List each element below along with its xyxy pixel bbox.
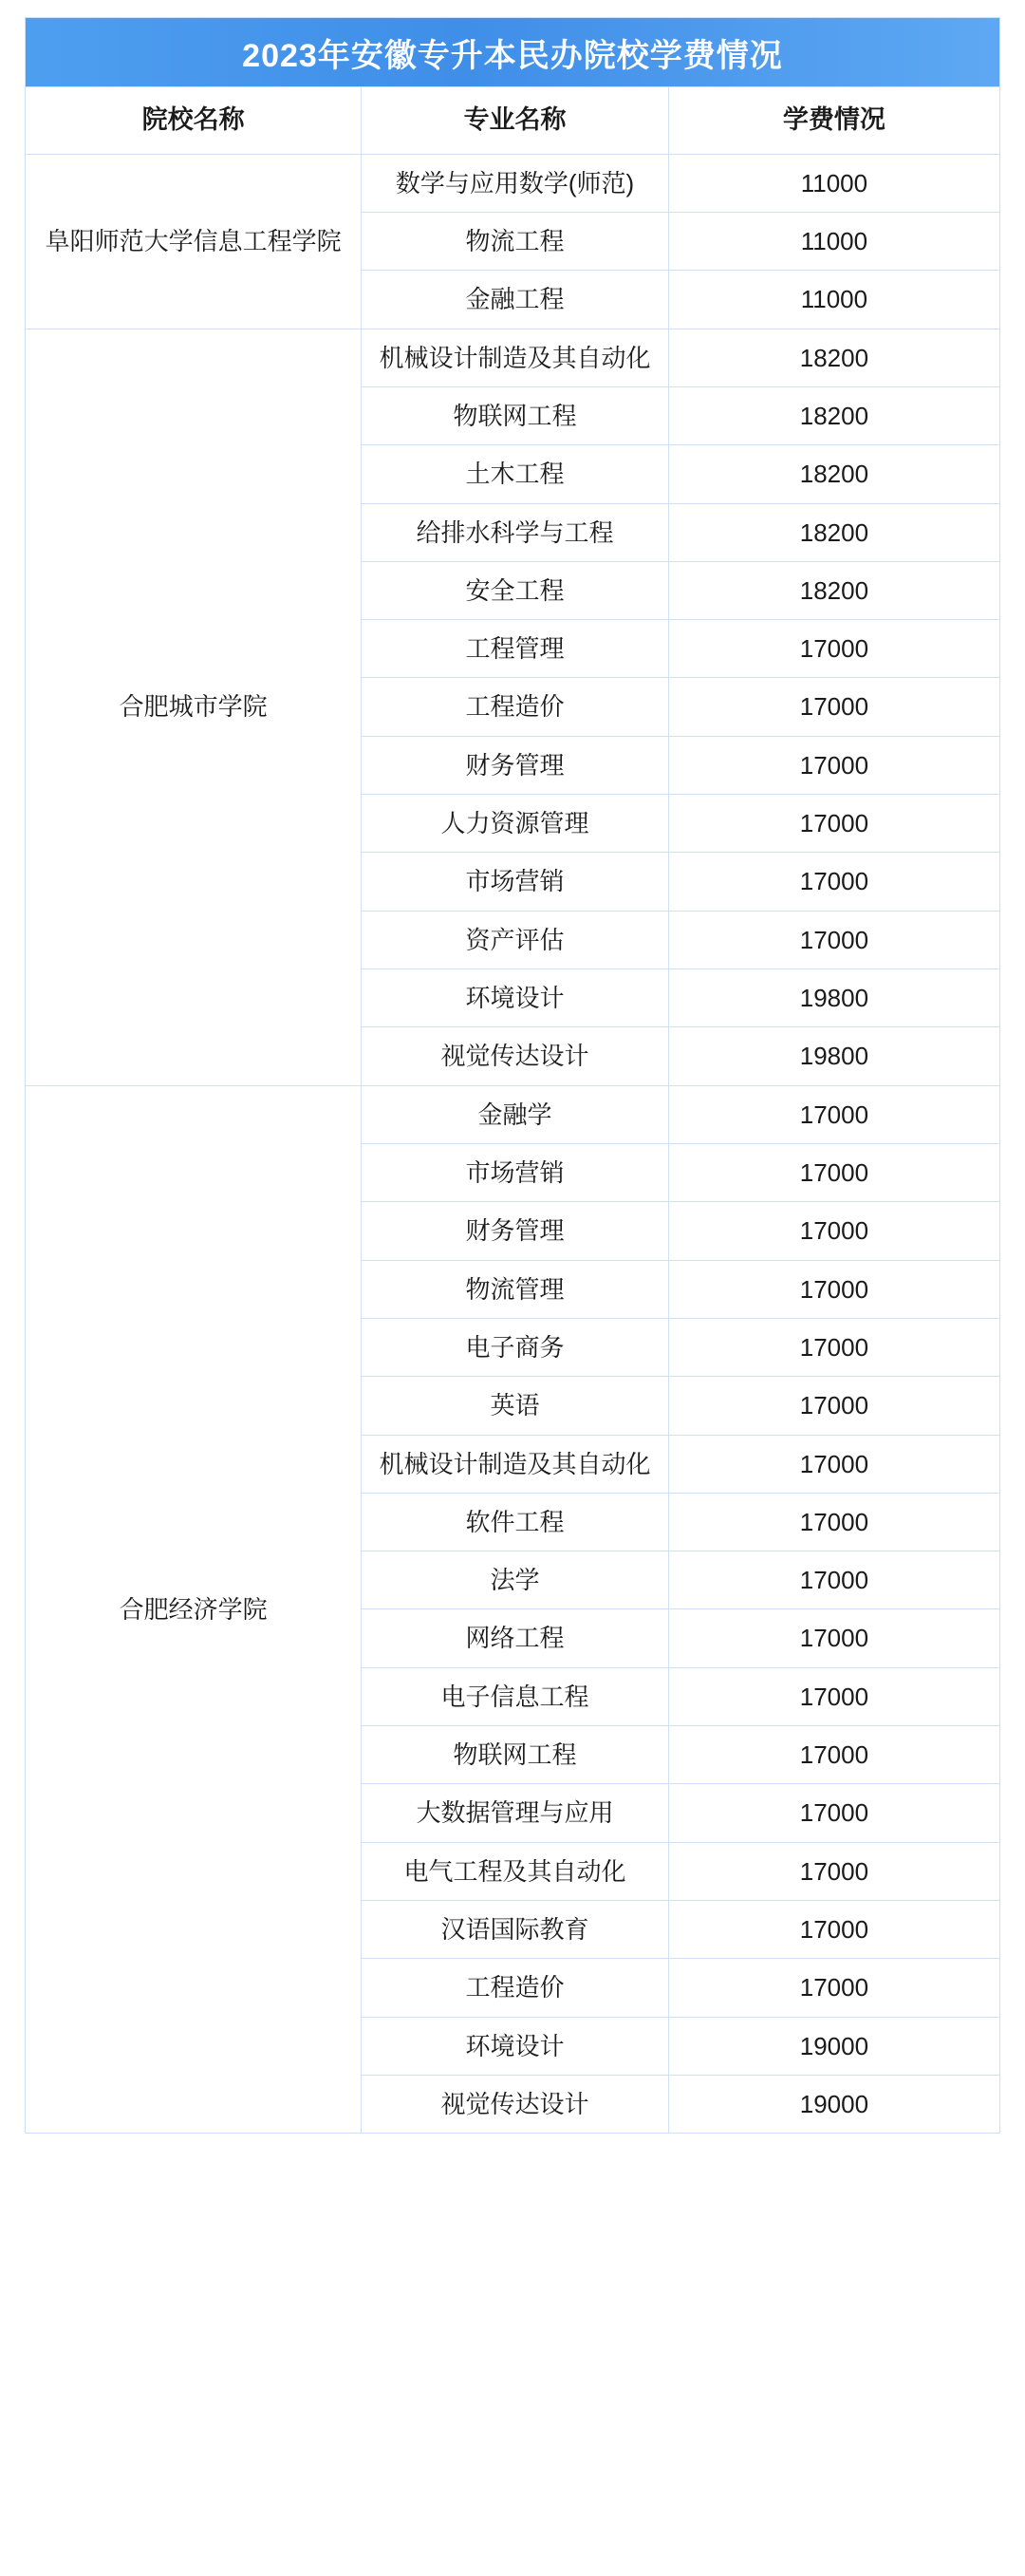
- table-header-row: [26, 87, 1000, 155]
- table-row: [26, 154, 1000, 212]
- major-name-cell: 英语: [362, 1377, 669, 1435]
- tuition-fee-cell: 17000: [668, 1143, 999, 1201]
- major-name-cell: 工程管理: [362, 620, 669, 678]
- tuition-fee-cell: 17000: [668, 620, 999, 678]
- tuition-fee-cell: 17000: [668, 1493, 999, 1551]
- tuition-fee-cell: 17000: [668, 1667, 999, 1725]
- tuition-fee-cell: 17000: [668, 1377, 999, 1435]
- tuition-fee-cell: 17000: [668, 1318, 999, 1376]
- tuition-fee-cell: 19800: [668, 1027, 999, 1085]
- tuition-fee-cell: 17000: [668, 1726, 999, 1784]
- major-name-cell: 资产评估: [362, 911, 669, 968]
- column-header-fee: 学费情况: [668, 87, 999, 155]
- tuition-fee-cell: 17000: [668, 1842, 999, 1900]
- tuition-fee-cell: 17000: [668, 1435, 999, 1493]
- tuition-fee-cell: 19000: [668, 2017, 999, 2075]
- school-name-cell: 合肥经济学院: [26, 1085, 362, 2134]
- major-name-cell: 财务管理: [362, 1202, 669, 1260]
- major-name-cell: 数学与应用数学(师范): [362, 154, 669, 212]
- tuition-table: [25, 86, 1000, 2134]
- tuition-fee-cell: 17000: [668, 1551, 999, 1609]
- table-row: [26, 1085, 1000, 1143]
- tuition-fee-cell: 17000: [668, 911, 999, 968]
- tuition-fee-cell: 19000: [668, 2075, 999, 2133]
- major-name-cell: 视觉传达设计: [362, 1027, 669, 1085]
- tuition-fee-cell: 17000: [668, 678, 999, 736]
- major-name-cell: 物联网工程: [362, 386, 669, 444]
- tuition-fee-cell: 17000: [668, 853, 999, 911]
- tuition-fee-cell: 17000: [668, 1959, 999, 2017]
- table-head: [26, 87, 1000, 155]
- major-name-cell: 财务管理: [362, 736, 669, 794]
- major-name-cell: 物流管理: [362, 1260, 669, 1318]
- major-name-cell: 土木工程: [362, 445, 669, 503]
- tuition-fee-cell: 11000: [668, 154, 999, 212]
- major-name-cell: 环境设计: [362, 969, 669, 1027]
- major-name-cell: 市场营销: [362, 853, 669, 911]
- major-name-cell: 工程造价: [362, 1959, 669, 2017]
- tuition-fee-cell: 11000: [668, 212, 999, 270]
- major-name-cell: 网络工程: [362, 1609, 669, 1667]
- major-name-cell: 物联网工程: [362, 1726, 669, 1784]
- table-body: [26, 154, 1000, 2134]
- tuition-fee-cell: 19800: [668, 969, 999, 1027]
- tuition-fee-cell: 18200: [668, 445, 999, 503]
- tuition-fee-cell: 17000: [668, 1085, 999, 1143]
- tuition-fee-cell: 18200: [668, 503, 999, 561]
- table-row: [26, 329, 1000, 386]
- major-name-cell: 金融学: [362, 1085, 669, 1143]
- major-name-cell: 人力资源管理: [362, 795, 669, 853]
- major-name-cell: 软件工程: [362, 1493, 669, 1551]
- tuition-fee-cell: 17000: [668, 1784, 999, 1842]
- major-name-cell: 法学: [362, 1551, 669, 1609]
- column-header-major: 专业名称: [362, 87, 669, 155]
- tuition-fee-cell: 17000: [668, 1202, 999, 1260]
- major-name-cell: 市场营销: [362, 1143, 669, 1201]
- major-name-cell: 机械设计制造及其自动化: [362, 329, 669, 386]
- major-name-cell: 电气工程及其自动化: [362, 1842, 669, 1900]
- major-name-cell: 给排水科学与工程: [362, 503, 669, 561]
- column-header-school: 院校名称: [26, 87, 362, 155]
- major-name-cell: 机械设计制造及其自动化: [362, 1435, 669, 1493]
- tuition-fee-cell: 17000: [668, 1260, 999, 1318]
- tuition-fee-cell: 11000: [668, 271, 999, 329]
- major-name-cell: 视觉传达设计: [362, 2075, 669, 2133]
- tuition-fee-cell: 17000: [668, 1901, 999, 1959]
- tuition-fee-cell: 17000: [668, 736, 999, 794]
- tuition-fee-cell: 17000: [668, 1609, 999, 1667]
- tuition-fee-cell: 18200: [668, 561, 999, 619]
- page-title: 2023年安徽专升本民办院校学费情况: [25, 17, 1000, 86]
- major-name-cell: 电子信息工程: [362, 1667, 669, 1725]
- major-name-cell: 汉语国际教育: [362, 1901, 669, 1959]
- major-name-cell: 物流工程: [362, 212, 669, 270]
- major-name-cell: 大数据管理与应用: [362, 1784, 669, 1842]
- school-name-cell: 阜阳师范大学信息工程学院: [26, 154, 362, 329]
- school-name-cell: 合肥城市学院: [26, 329, 362, 1085]
- major-name-cell: 环境设计: [362, 2017, 669, 2075]
- tuition-fee-cell: 18200: [668, 386, 999, 444]
- tuition-fee-cell: 17000: [668, 795, 999, 853]
- major-name-cell: 安全工程: [362, 561, 669, 619]
- major-name-cell: 电子商务: [362, 1318, 669, 1376]
- major-name-cell: 工程造价: [362, 678, 669, 736]
- tuition-fee-cell: 18200: [668, 329, 999, 386]
- major-name-cell: 金融工程: [362, 271, 669, 329]
